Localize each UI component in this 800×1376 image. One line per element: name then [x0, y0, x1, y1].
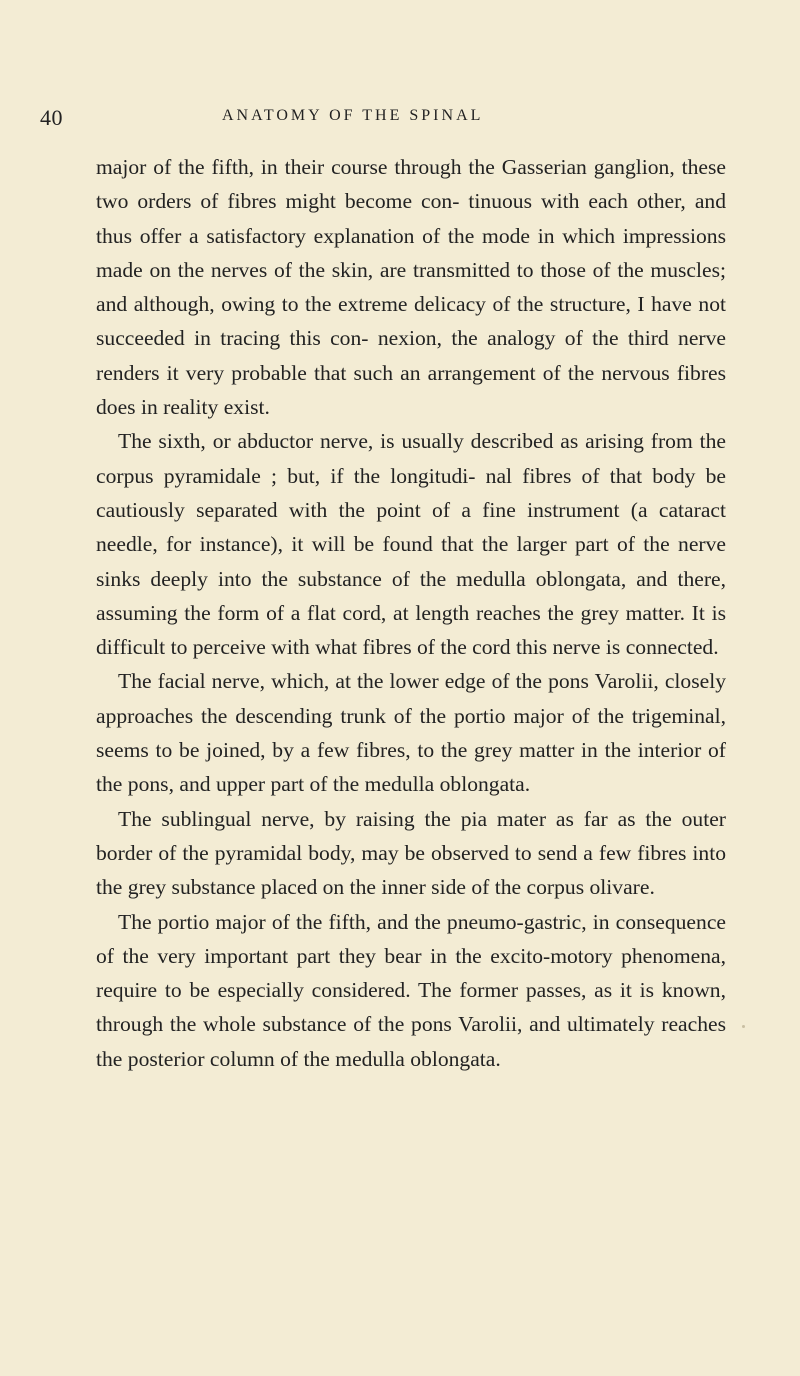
running-title: ANATOMY OF THE SPINAL: [222, 107, 484, 124]
page-number: 40: [40, 105, 63, 130]
paragraph: The portio major of the fifth, and the pneumo-gastric, in consequence of the very important part they bear in the excito-motory phenomena, require to be especially considered. The former passes, as it is known, through the whole substance of the pons Varolii, and ultimately reaches the posterior column of the medulla oblongata.: [96, 909, 726, 1071]
paragraph: The sixth, or abductor nerve, is usually described as arising from the corpus pyramidale ; but, if the longitudi- nal fibres of that body be cautiously separated with the point of a fine instrument (a cataract needle, for instance), it will be found that the larger part of the nerve sinks deeply into the substance of the medulla oblongata, and there, assuming the form of a flat cord, at length reaches the grey matter. It is difficult to perceive with what fibres of the cord this nerve is connected.: [96, 429, 726, 660]
page-header: [40, 105, 680, 133]
paragraph: The facial nerve, which, at the lower edge of the pons Varolii, closely approaches the descending trunk of the portio major of the trigeminal, seems to be joined, by a few fibres, to the grey matter in the interior of the pons, and upper part of the medulla oblongata.: [96, 669, 726, 797]
paper-speck: [742, 1025, 745, 1028]
paragraph: major of the fifth, in their course through the Gasserian ganglion, these two orders of fibres might become con- tinuous with each other, and thus offer a satisfactory explanation of the mode in which impressions made on the nerves of the skin, are transmitted to those of the muscles; and although, owing to the extreme delicacy of the structure, I have not succeeded in tracing this con- nexion, the analogy of the third nerve renders it very probable that such an arrangement of the nervous fibres does in reality exist.: [96, 155, 726, 420]
body-text: [96, 150, 726, 1076]
paragraph: The sublingual nerve, by raising the pia mater as far as the outer border of the pyramidal body, may be observed to send a few fibres into the grey substance placed on the inner side of the corpus olivare.: [96, 806, 726, 900]
